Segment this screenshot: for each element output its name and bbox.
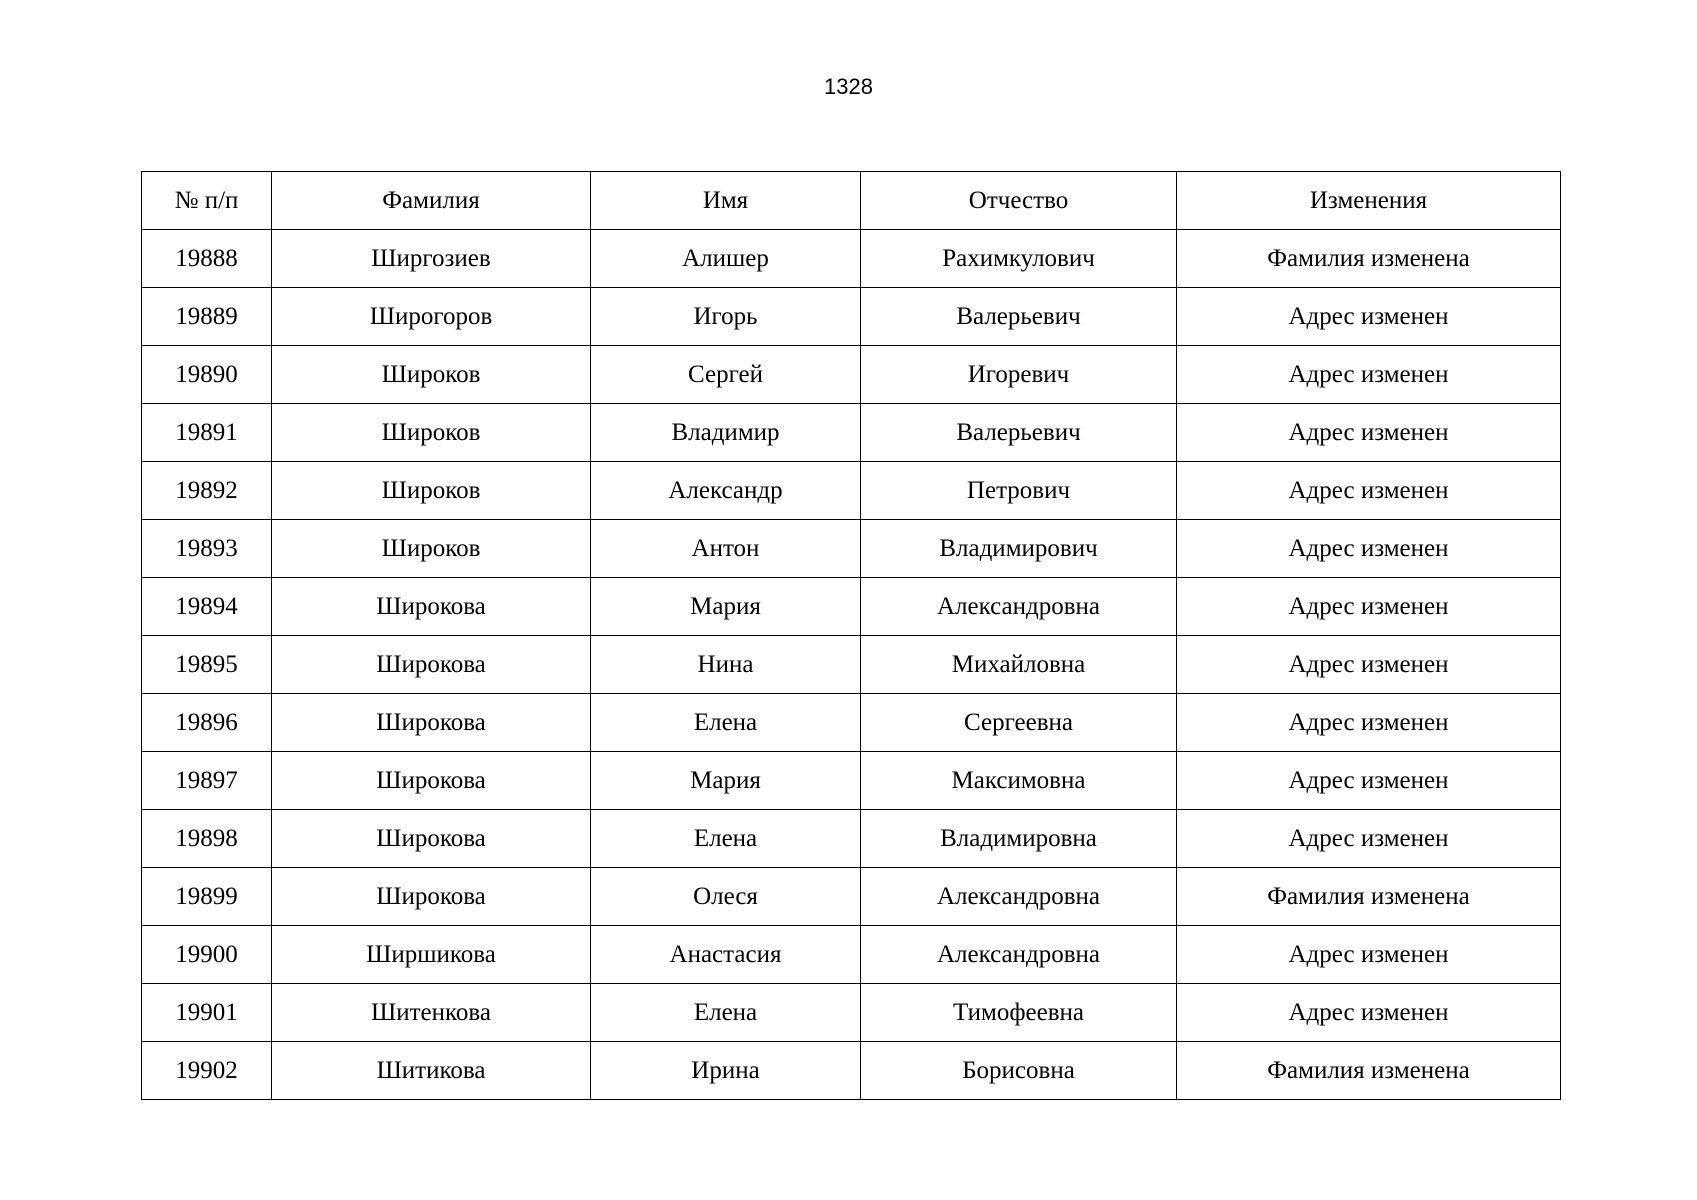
cell-first-name: Елена xyxy=(591,984,861,1042)
cell-changes: Адрес изменен xyxy=(1177,462,1561,520)
table-row xyxy=(142,288,1561,346)
cell-middle-name: Александровна xyxy=(861,868,1177,926)
cell-number: 19890 xyxy=(142,346,272,404)
cell-last-name: Шитикова xyxy=(272,1042,591,1100)
cell-number: 19900 xyxy=(142,926,272,984)
cell-first-name: Ирина xyxy=(591,1042,861,1100)
cell-last-name: Ширгозиев xyxy=(272,230,591,288)
cell-middle-name: Тимофеевна xyxy=(861,984,1177,1042)
cell-middle-name: Максимовна xyxy=(861,752,1177,810)
cell-last-name: Широгоров xyxy=(272,288,591,346)
cell-number: 19897 xyxy=(142,752,272,810)
cell-last-name: Широкова xyxy=(272,752,591,810)
table-row xyxy=(142,230,1561,288)
cell-middle-name: Валерьевич xyxy=(861,288,1177,346)
table-row xyxy=(142,462,1561,520)
cell-middle-name: Александровна xyxy=(861,578,1177,636)
cell-changes: Фамилия изменена xyxy=(1177,230,1561,288)
cell-last-name: Широков xyxy=(272,404,591,462)
cell-first-name: Алишер xyxy=(591,230,861,288)
header-last-name: Фамилия xyxy=(272,172,591,230)
cell-number: 19902 xyxy=(142,1042,272,1100)
cell-middle-name: Сергеевна xyxy=(861,694,1177,752)
cell-changes: Адрес изменен xyxy=(1177,288,1561,346)
page-number: 1328 xyxy=(824,74,873,99)
cell-middle-name: Михайловна xyxy=(861,636,1177,694)
table-header-row xyxy=(142,172,1561,230)
table-row xyxy=(142,1042,1561,1100)
cell-first-name: Сергей xyxy=(591,346,861,404)
cell-changes: Адрес изменен xyxy=(1177,984,1561,1042)
cell-first-name: Олеся xyxy=(591,868,861,926)
cell-number: 19891 xyxy=(142,404,272,462)
cell-last-name: Широков xyxy=(272,520,591,578)
cell-last-name: Широкова xyxy=(272,636,591,694)
header-first-name: Имя xyxy=(591,172,861,230)
table-body xyxy=(142,230,1561,1100)
cell-last-name: Широкова xyxy=(272,694,591,752)
cell-first-name: Анастасия xyxy=(591,926,861,984)
table-row xyxy=(142,520,1561,578)
cell-first-name: Елена xyxy=(591,694,861,752)
header-middle-name: Отчество xyxy=(861,172,1177,230)
table-row xyxy=(142,810,1561,868)
cell-middle-name: Владимирович xyxy=(861,520,1177,578)
cell-first-name: Елена xyxy=(591,810,861,868)
cell-changes: Адрес изменен xyxy=(1177,752,1561,810)
cell-number: 19888 xyxy=(142,230,272,288)
cell-middle-name: Александровна xyxy=(861,926,1177,984)
table-row xyxy=(142,404,1561,462)
cell-changes: Адрес изменен xyxy=(1177,694,1561,752)
cell-middle-name: Борисовна xyxy=(861,1042,1177,1100)
table-row xyxy=(142,984,1561,1042)
cell-changes: Фамилия изменена xyxy=(1177,1042,1561,1100)
cell-middle-name: Валерьевич xyxy=(861,404,1177,462)
cell-changes: Адрес изменен xyxy=(1177,404,1561,462)
table-row xyxy=(142,694,1561,752)
cell-number: 19898 xyxy=(142,810,272,868)
cell-changes: Адрес изменен xyxy=(1177,346,1561,404)
cell-changes: Адрес изменен xyxy=(1177,926,1561,984)
cell-middle-name: Рахимкулович xyxy=(861,230,1177,288)
cell-last-name: Широкова xyxy=(272,868,591,926)
table-row xyxy=(142,346,1561,404)
cell-first-name: Мария xyxy=(591,578,861,636)
cell-changes: Адрес изменен xyxy=(1177,578,1561,636)
cell-number: 19896 xyxy=(142,694,272,752)
cell-last-name: Широкова xyxy=(272,578,591,636)
header-number: № п/п xyxy=(142,172,272,230)
table-row xyxy=(142,868,1561,926)
cell-first-name: Нина xyxy=(591,636,861,694)
cell-last-name: Широкова xyxy=(272,810,591,868)
cell-first-name: Антон xyxy=(591,520,861,578)
cell-first-name: Александр xyxy=(591,462,861,520)
cell-number: 19889 xyxy=(142,288,272,346)
table-row xyxy=(142,752,1561,810)
cell-middle-name: Игоревич xyxy=(861,346,1177,404)
cell-middle-name: Владимировна xyxy=(861,810,1177,868)
table-row xyxy=(142,926,1561,984)
cell-number: 19893 xyxy=(142,520,272,578)
cell-first-name: Игорь xyxy=(591,288,861,346)
cell-number: 19894 xyxy=(142,578,272,636)
cell-first-name: Мария xyxy=(591,752,861,810)
header-changes: Изменения xyxy=(1177,172,1561,230)
registry-table xyxy=(141,171,1561,1100)
cell-changes: Адрес изменен xyxy=(1177,520,1561,578)
cell-first-name: Владимир xyxy=(591,404,861,462)
cell-changes: Фамилия изменена xyxy=(1177,868,1561,926)
cell-number: 19895 xyxy=(142,636,272,694)
cell-last-name: Широков xyxy=(272,462,591,520)
cell-number: 19899 xyxy=(142,868,272,926)
cell-number: 19901 xyxy=(142,984,272,1042)
cell-number: 19892 xyxy=(142,462,272,520)
cell-middle-name: Петрович xyxy=(861,462,1177,520)
cell-changes: Адрес изменен xyxy=(1177,636,1561,694)
cell-changes: Адрес изменен xyxy=(1177,810,1561,868)
cell-last-name: Ширшикова xyxy=(272,926,591,984)
cell-last-name: Шитенкова xyxy=(272,984,591,1042)
cell-last-name: Широков xyxy=(272,346,591,404)
table-row xyxy=(142,636,1561,694)
table-row xyxy=(142,578,1561,636)
